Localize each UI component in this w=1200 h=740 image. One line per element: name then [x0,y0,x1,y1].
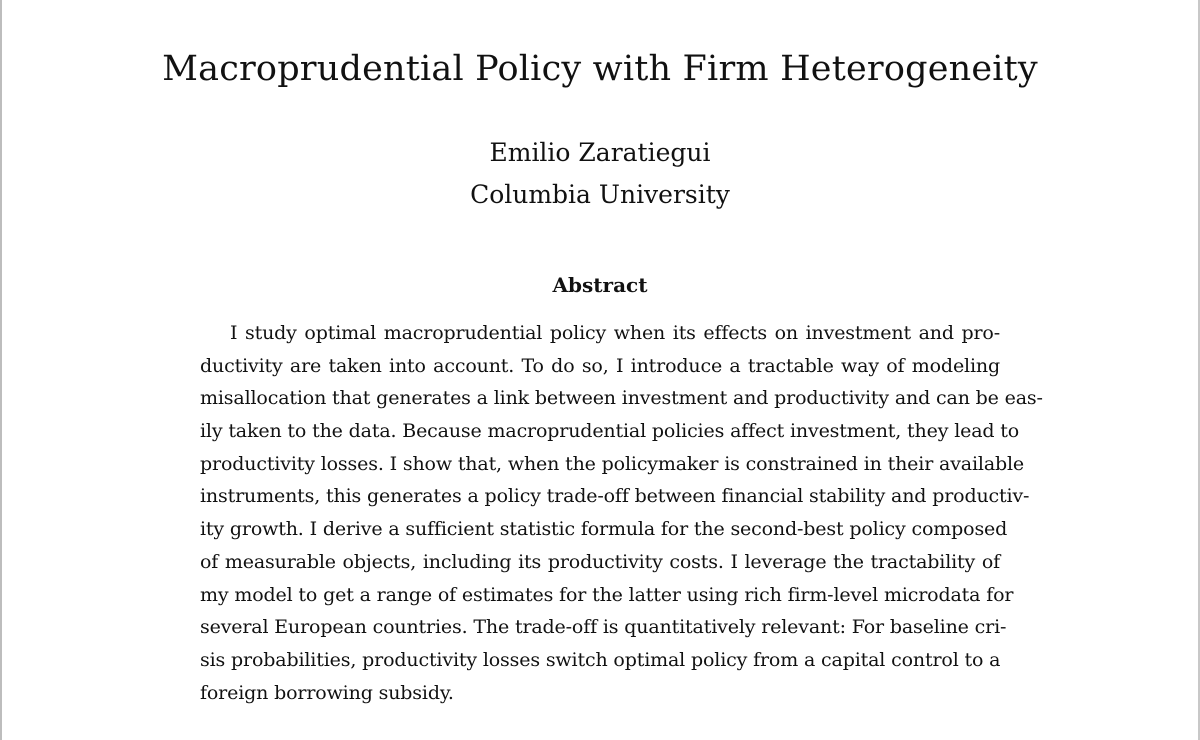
author-name: Emilio Zaratiegui [489,138,711,167]
abstract-line: ductivity are taken into account. To do so, I introduce a tractable way of modeling [200,354,1000,377]
abstract-line: several European countries. The trade-off is quantitatively relevant: For baseline cri- [200,616,1007,639]
abstract-line: misallocation that generates a link between investment and productivity and can be eas- [200,387,1043,410]
abstract-line: of measurable objects, including its productivity costs. I leverage the tractability of [200,550,1000,573]
abstract-line: ity growth. I derive a sufficient statistic formula for the second-best policy composed [200,518,1008,541]
abstract-line: I study optimal macroprudential policy when its effects on investment and pro- [230,322,1000,344]
abstract-body [200,317,1043,709]
abstract-line: ily taken to the data. Because macroprudential policies affect investment, they lead to [200,420,1020,443]
paper-title: Macroprudential Policy with Firm Heterogeneity [162,49,1038,89]
page-edge-left [0,0,2,740]
abstract-heading: Abstract [552,273,648,297]
abstract-line: foreign borrowing subsidy. [200,681,454,704]
author-affiliation: Columbia University [470,180,730,209]
abstract-line: my model to get a range of estimates for the latter using rich firm-level microdata for [200,583,1014,606]
abstract-line: sis probabilities, productivity losses switch optimal policy from a capital control to a [200,648,1001,671]
abstract-line: productivity losses. I show that, when the policymaker is constrained in their available [200,452,1025,475]
abstract-line: instruments, this generates a policy trade-off between financial stability and productiv- [200,485,1030,508]
